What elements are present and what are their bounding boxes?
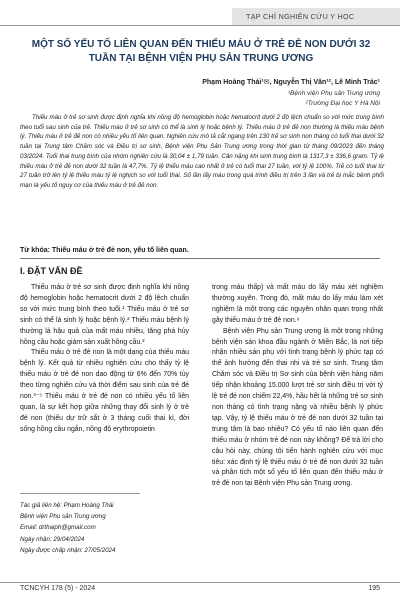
keywords: Từ khóa: Thiếu máu ở trẻ đẻ non, yếu tố liên quan.	[20, 247, 189, 254]
abstract: Thiếu máu ở trẻ sơ sinh được định nghĩa khi nồng độ hemoglobin hoặc hematocrit dưới 2 độ lệch chuẩn so với mức trung bình theo tuổi sau sinh của trẻ. Thiếu máu ở trẻ sơ sinh có thể là sinh lý hoặc bệnh lý. Thiếu máu ở trẻ đẻ non thường là thiếu máu bệnh lý. Thiếu máu ở trẻ đẻ non có nhiều yếu tố liên quan. Nghiên cứu mô tả cắt ngang trên 130 trẻ sơ sinh non tháng có tuổi thai dưới 32 tuần tại Trung tâm Chăm sóc và Điều trị sơ sinh, Bệnh viện Phụ Sản Trung ương trong thời gian từ tháng 09/2023 đến tháng 03/2024. Tuổi thai trung bình của nhóm nghiên cứu là 30,04 ± 1,79 tuần. Cân nặng khi sinh trung bình là 1317,3 ± 336,6 gram. Tỷ lệ thiếu máu ở trẻ đẻ non dưới 32 tuần là 47,7%. Tỷ lệ thiếu máu cao nhất ở trẻ có tuổi thai 27 tuần, với tỷ lệ 100%. Trẻ có tuổi thai từ 27 tuần trở lên tỷ lệ thiếu máu tỷ lệ nghịch so với tuổi thai. Số lần lấy máu trong quá trình điều trị trên 3 lần và trẻ bị mắc bệnh phổi mạn là yếu tố nguy cơ của thiếu máu ở trẻ đẻ non.	[20, 114, 384, 189]
footnote-line: Tác giả liên hệ: Phạm Hoàng Thái	[20, 502, 114, 509]
page-number: 195	[368, 585, 380, 592]
footnote-email: Email: drthaiph@gmail.com	[20, 524, 96, 532]
journal-header-tab: TẠP CHÍ NGHIÊN CỨU Y HỌC	[232, 8, 400, 25]
section-divider	[20, 258, 380, 259]
footnote-rule	[20, 493, 140, 494]
paragraph: Thiếu máu ở trẻ sơ sinh được định nghĩa khi nồng độ hemoglobin hoặc hematocrit dưới 2 độ lệch chuẩn so với mức trung bình theo tuổi.¹ Thiếu máu ở trẻ sơ sinh có thể là sinh lý hoặc bệnh lý.² Thiếu máu bệnh lý thường là hậu quả của mất máu nhiều, tăng phá hủy hồng cầu hoặc giảm sản xuất hồng cầu.²	[20, 284, 189, 346]
paragraph: trong máu thấp) và mất máu do lấy máu xét nghiệm thường xuyên. Trong đó, mất máu do lấy máu làm xét nghiệm là một trong các nguyên nhân quan trọng nhất gây thiếu máu ở trẻ đẻ non.⁶	[212, 284, 383, 324]
header-rule	[0, 25, 400, 26]
authors: Phạm Hoàng Thái¹✉, Nguyễn Thị Vân¹², Lê Minh Trác¹	[202, 79, 380, 86]
paragraph: Bệnh viện Phụ sản Trung ương là một trong những bệnh viện sản khoa đầu ngành ở Miền Bắc, là nơi tiếp nhận nhiều sản phụ với tình trạng bệnh lý phức tạp có thể ảnh hưởng đến thai nhi và trẻ sơ sinh. Trung tâm Chăm sóc và Điều trị Sơ sinh của bệnh viện hàng năm tiếp nhận khoảng 15.000 lượt trẻ sơ sinh điều trị với tỷ lệ trẻ đẻ non chiếm 22,4%, hầu hết là những trẻ sơ sinh non tháng có tình trạng nặng và nhiều bệnh lý phức tạp. Vậy, tỷ lệ thiếu máu ở trẻ đẻ non dưới 32 tuần tại trung tâm là bao nhiêu? Có yếu tố nào liên quan đến thiếu máu ở nhóm trẻ đẻ non này không? Để trả lời cho câu hỏi này, chúng tôi tiến hành nghiên cứu với mục tiêu: xác định tỷ lệ thiếu máu ở trẻ đẻ non dưới 32 tuần và phân tích một số yếu tố liên quan đến thiếu máu ở trẻ đẻ non tại Bệnh viện Phụ sản Trung ương.	[212, 327, 383, 488]
footnote-line: Ngày được chấp nhận: 27/05/2024	[20, 546, 116, 554]
article-title: MỘT SỐ YẾU TỐ LIÊN QUAN ĐẾN THIẾU MÁU Ở TRẺ ĐẺ NON DƯỚI 32 TUẦN TẠI BỆNH VIỆN PHỤ SẢN TRUNG ƯƠNG	[31, 39, 371, 64]
footnote-line: Ngày nhận: 29/04/2024	[20, 535, 85, 543]
affiliation-1: ¹Bệnh viện Phụ sản Trung ương	[287, 90, 380, 97]
paragraph: Thiếu máu ở trẻ đẻ non là một dạng của thiếu máu bệnh lý. Kết quả từ nhiều nghiên cứu cho thấy tỷ lệ thiếu máu ở trẻ đẻ non dao động từ 6% đến 70% tùy theo từng nghiên cứu và thời điểm sau sinh của trẻ đẻ non.³⁻⁵ Thiếu máu ở trẻ đẻ non có nhiều yếu tố liên quan, là sự kết hợp giữa những thay đổi sinh lý ở trẻ đẻ non (thiếu dự trữ sắt ở 3 tháng cuối thai kì, đời sống hồng cầu ngắn, nồng độ erythropoietin	[20, 349, 189, 433]
right-column	[212, 283, 383, 490]
footer-journal-issue: TCNCYH 178 (5) - 2024	[20, 585, 96, 592]
section-heading: I. ĐẶT VẤN ĐỀ	[20, 266, 83, 276]
footer-rule	[0, 582, 400, 583]
affiliation-2: ²Trường Đại học Y Hà Nội	[305, 100, 380, 107]
correspondence-footnote	[20, 500, 115, 556]
left-column	[20, 283, 189, 436]
footnote-line: Bệnh viện Phụ sản Trung ương	[20, 513, 106, 521]
